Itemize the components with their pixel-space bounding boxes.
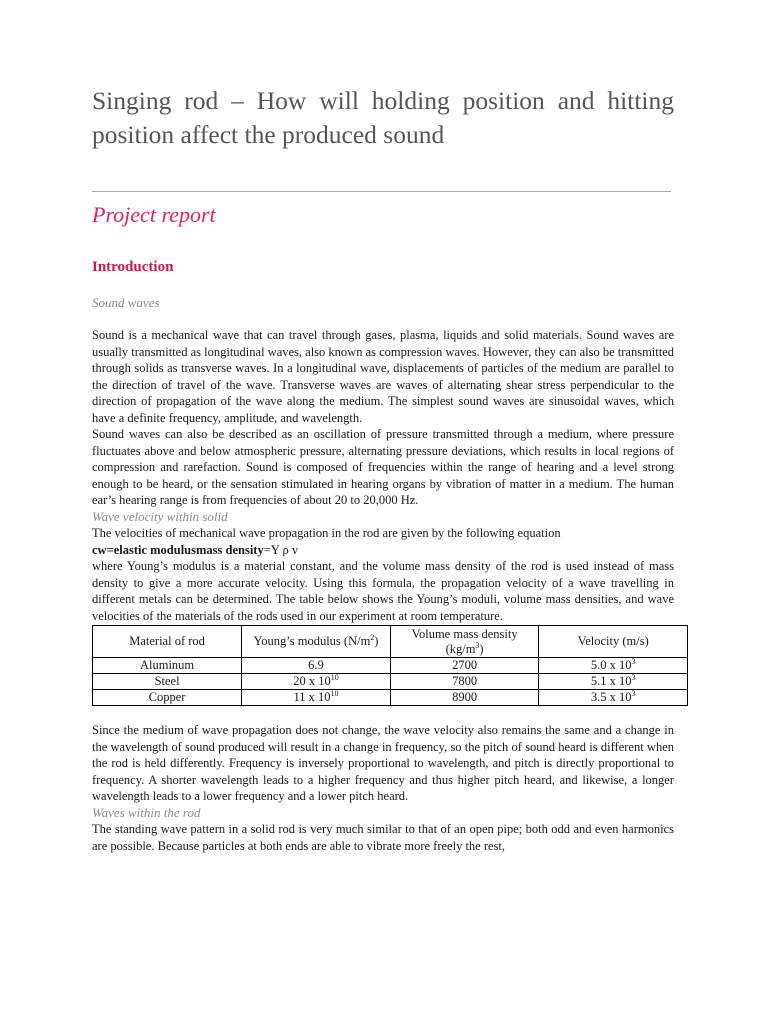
paragraph-velocity-intro: The velocities of mechanical wave propagation in the rod are given by the following equation: [92, 526, 561, 540]
cell-material: Copper: [93, 690, 242, 706]
cell-density: 2700: [390, 658, 539, 674]
paragraph-pressure: Sound waves can also be described as an oscillation of pressure transmitted through a medium, where pressure fluctuates above and below atmospheric pressure, alternating pressure deviations, which results in local regions of compression and rarefaction. Sound is composed of frequencies within the range of hearing and a level strong enough to be heard, or the sensation stimulated in hearing organs by vibration of matter in a medium. The human ear’s hearing range is from frequencies of about 20 to 20,000 Hz.: [92, 427, 674, 507]
header-velocity: Velocity (m/s): [539, 626, 688, 658]
sound-waves-heading: Sound waves: [92, 295, 160, 310]
formula-text: cw=elastic modulusmass density: [92, 542, 264, 557]
wave-velocity-heading: Wave velocity within solid: [92, 508, 228, 524]
waves-within-rod-heading: Waves within the rod: [92, 804, 201, 820]
cell-density: 7800: [390, 674, 539, 690]
velocity-formula: [92, 542, 674, 559]
body-text: [92, 327, 674, 854]
header-youngs-modulus: Young’s modulus $(N/m^2)$: [242, 626, 391, 658]
table-row: [93, 658, 688, 674]
cell-youngs: 20 x $10^{10}$: [242, 674, 391, 690]
paragraph-standing-wave: The standing wave pattern in a solid rod is very much similar to that of an open pipe; both odd and even harmonics are possible. Because particles at both ends are able to vibrate more freely the rest,: [92, 822, 674, 853]
cell-youngs: 11 x $10^{10}$: [242, 690, 391, 706]
cell-material: Aluminum: [93, 658, 242, 674]
cell-material: Steel: [93, 674, 242, 690]
formula-tail: =Y ρ v: [263, 542, 299, 557]
paragraph-sound-waves: Sound is a mechanical wave that can travel through gases, plasma, liquids and solid materials. Sound waves are usually transmitted as longitudinal waves, also known as compression waves. However, they can also be transmitted through solids as transverse waves. In a longitudinal wave, displacements of particles of the medium are parallel to the direction of travel of the wave. Transverse waves are waves of alternating shear stress perpendicular to the direction of propagation of the wave along the medium. The simplest sound waves are sinusoidal waves, which have a definite frequency, amplitude, and wavelength.: [92, 328, 675, 425]
cell-youngs: 6.9: [242, 658, 391, 674]
header-density: Volume mass density $(kg/m^3)$: [390, 626, 539, 658]
title-divider: [92, 191, 671, 192]
document-subtitle: Project report: [92, 202, 216, 227]
materials-table: [92, 625, 688, 706]
page-content: [92, 84, 675, 853]
cell-velocity: 3.5 x $10^3$: [539, 690, 688, 706]
introduction-heading: Introduction: [92, 259, 174, 275]
cell-velocity: 5.1 x $10^3$: [539, 674, 688, 690]
cell-density: 8900: [390, 690, 539, 706]
document-title: Singing rod – How will holding position and hitting position affect the produced sound: [92, 86, 674, 149]
header-material: Material of rod: [93, 626, 242, 658]
table-row: [93, 674, 688, 690]
table-header-row: [93, 626, 688, 658]
cell-velocity: 5.0 x $10^3$: [539, 658, 688, 674]
paragraph-wavelength: Since the medium of wave propagation does not change, the wave velocity also remains the same and a change in the wavelength of sound produced will result in a change in frequency, so the pitch of sound heard is different when the rod is held differently. Frequency is inversely proportional to wavelength, and pitch is directly proportional to frequency. A shorter wavelength leads to a higher frequency and thus higher pitch heard, and likewise, a longer wavelength leads to a lower frequency and a lower pitch heard.: [92, 723, 674, 803]
table-row: [93, 690, 688, 706]
paragraph-youngs-modulus: where Young’s modulus is a material constant, and the volume mass density of the rod is used instead of mass density to give a more accurate velocity. Using this formula, the propagation velocity of a wave travelling in different metals can be determined. The table below shows the Young’s moduli, volume mass densities, and wave velocities of the materials of the rods used in our experiment at room temperature.: [92, 559, 674, 623]
